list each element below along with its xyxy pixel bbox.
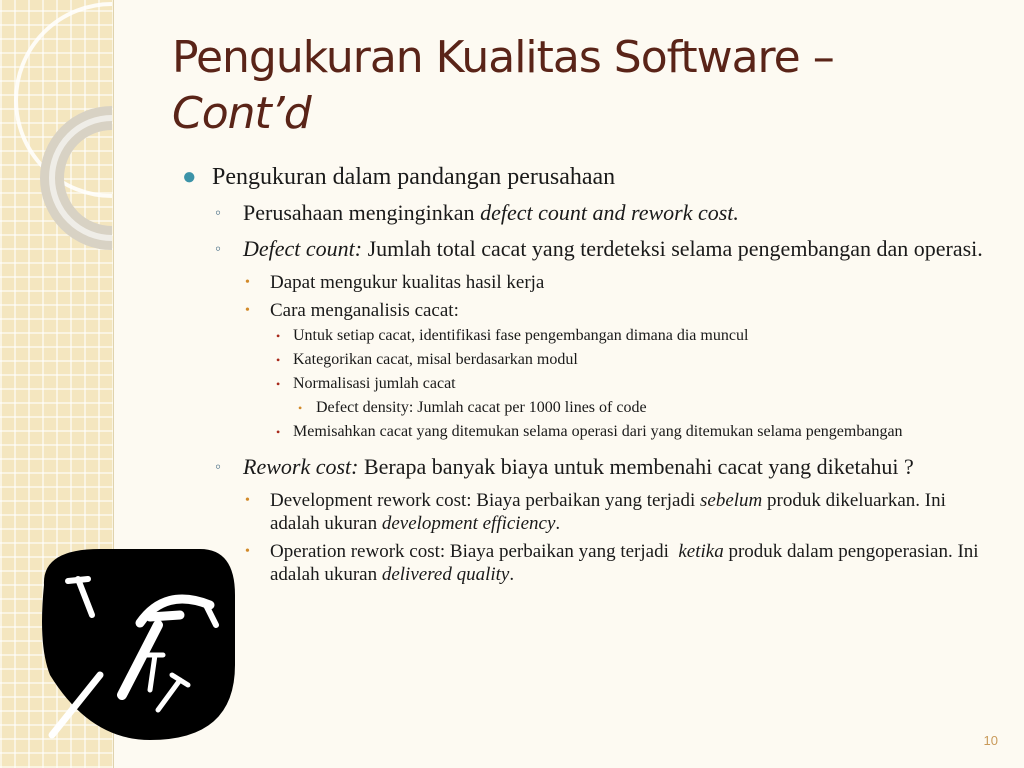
- bullet-text: Dapat mengukur kualitas hasil kerja: [270, 272, 545, 293]
- bullet-marker: •: [245, 493, 250, 508]
- bullet-marker: •: [276, 377, 281, 391]
- bullet-marker: ◦: [215, 239, 222, 258]
- slide-title-line1: Pengukuran Kualitas Software –: [172, 32, 834, 83]
- bullet-marker: •: [245, 544, 250, 559]
- bullet-marker: ●: [182, 164, 197, 190]
- bullet-item: [180, 351, 1000, 369]
- bullet-text: Operation rework cost: Biaya perbaikan yang terjadi: [270, 541, 679, 562]
- bullet-text: .: [555, 513, 561, 534]
- bullet-item: [180, 235, 1000, 262]
- bullet-marker: ◦: [215, 203, 222, 222]
- bullet-text: Berapa banyak biaya untuk membenahi cacat yang diketahui ?: [358, 454, 914, 479]
- bullet-text: Untuk setiap cacat, identifikasi fase pengembangan dimana dia muncul: [293, 327, 749, 344]
- bullet-text: Perusahaan menginginkan: [243, 200, 481, 225]
- bullet-emphasis: Rework cost:: [243, 454, 359, 479]
- bullet-marker: ◦: [215, 457, 222, 476]
- bullet-text: Jumlah total cacat yang terdeteksi selama pengembangan dan operasi.: [362, 236, 983, 261]
- bullet-text: produk dalam pengoperasian. Ini adalah ukuran: [270, 541, 979, 585]
- bullet-item: [180, 271, 1000, 294]
- bullet-marker: •: [276, 425, 281, 439]
- decorative-ring-middle: [52, 118, 112, 238]
- bullet-marker: •: [276, 329, 281, 343]
- bullet-marker: •: [245, 275, 250, 290]
- bullet-item: [180, 199, 1000, 226]
- bullet-item: [180, 375, 1000, 393]
- bullet-marker: •: [298, 401, 303, 415]
- bullet-emphasis: defect count and rework cost.: [480, 200, 739, 225]
- bullet-text: Kategorikan cacat, misal berdasarkan modul: [293, 351, 578, 368]
- bullet-text: Memisahkan cacat yang ditemukan selama operasi dari yang ditemukan selama pengembangan: [293, 423, 903, 440]
- bullet-item: [180, 163, 1000, 191]
- slide-title: [172, 30, 992, 142]
- bullet-emphasis: delivered quality: [381, 564, 510, 585]
- bullet-item: [180, 423, 1000, 441]
- bullet-marker: •: [276, 353, 281, 367]
- bullet-marker: •: [245, 303, 250, 318]
- bullet-text: Normalisasi jumlah cacat: [293, 375, 456, 392]
- bullet-emphasis: Defect count:: [243, 236, 363, 261]
- decorative-rings: [0, 0, 140, 260]
- bullet-item: [180, 299, 1000, 322]
- bullet-text: .: [509, 564, 515, 585]
- bullet-item: [180, 327, 1000, 345]
- bullet-item: [180, 453, 1000, 480]
- slide-title-line2: Cont’d: [172, 88, 311, 139]
- bullet-text: Cara menganalisis cacat:: [270, 300, 459, 321]
- bullet-emphasis: ketika: [678, 541, 724, 562]
- bullet-item: [180, 399, 1000, 417]
- bullet-emphasis: development efficiency: [381, 513, 556, 534]
- page-number: 10: [983, 733, 998, 748]
- slide-body: [180, 163, 1000, 591]
- bullet-text: Defect density: Jumlah cacat per 1000 lines of code: [316, 399, 647, 416]
- bullet-item: [180, 540, 1000, 586]
- bullet-text: produk dikeluarkan. Ini adalah ukuran: [270, 490, 946, 534]
- bullet-item: [180, 489, 1000, 535]
- bullet-text: Development rework cost: Biaya perbaikan yang terjadi: [270, 490, 700, 511]
- bullet-text: Pengukuran dalam pandangan perusahaan: [212, 164, 616, 190]
- bullet-emphasis: sebelum: [700, 490, 763, 511]
